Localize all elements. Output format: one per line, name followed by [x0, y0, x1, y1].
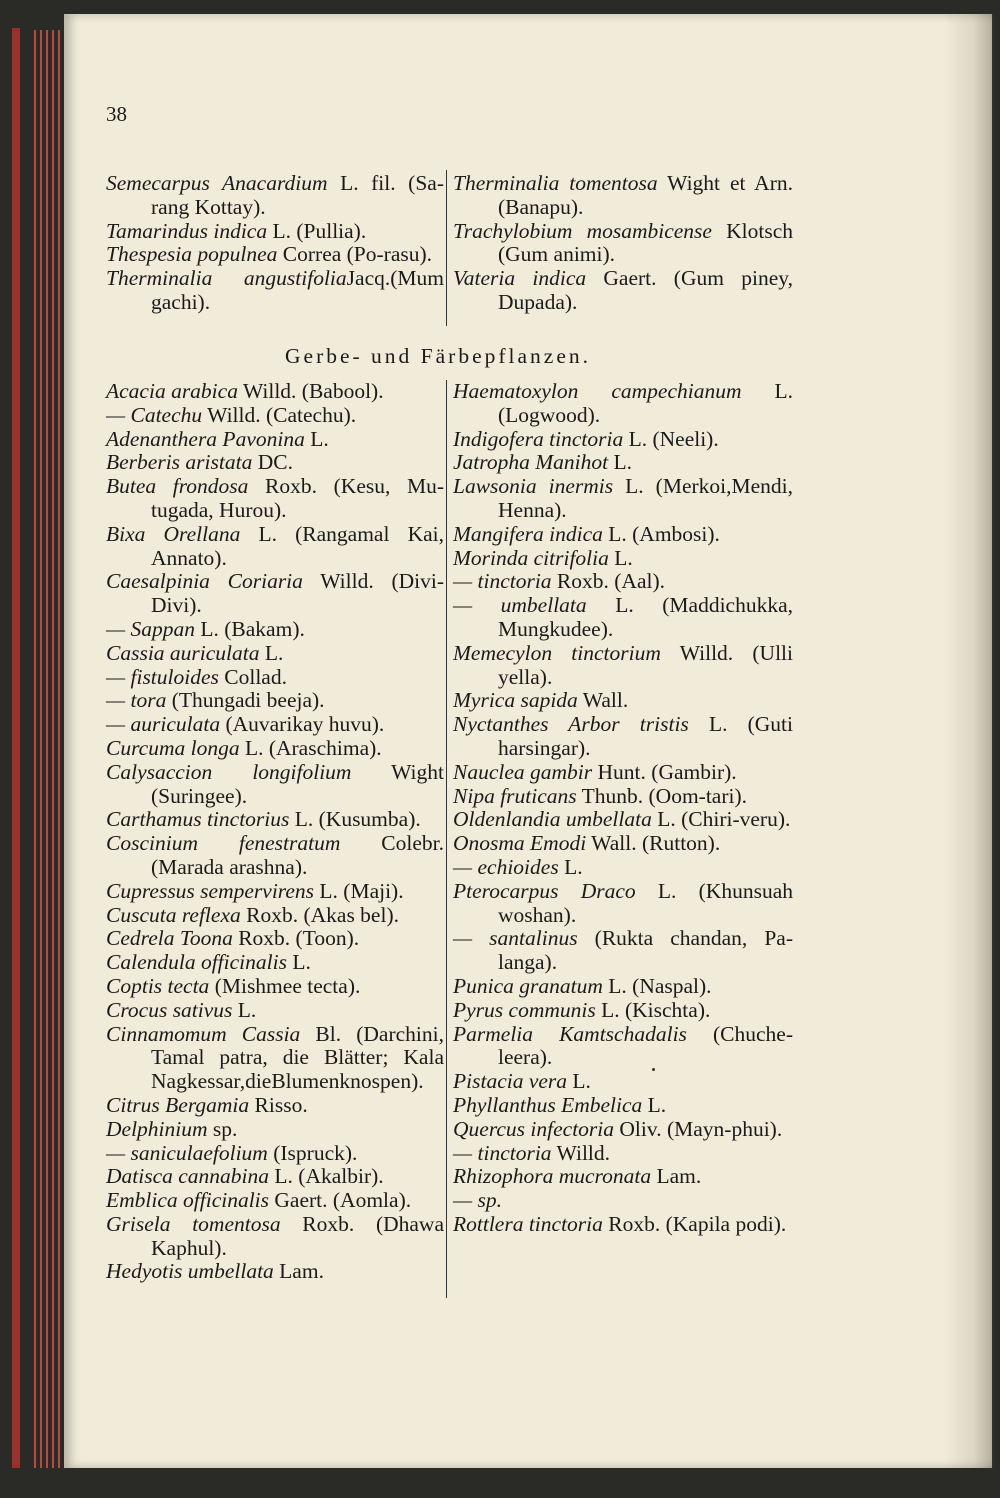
plant-details: L. (Neeli). [623, 426, 719, 451]
plant-name: — fistuloides [106, 664, 219, 689]
plant-details: Wall. [577, 688, 629, 713]
plant-details: L. [232, 997, 257, 1022]
plant-details: Roxb. (Toon). [232, 926, 360, 951]
plant-name: Lawsonia inermis [453, 474, 614, 499]
plant-name: Cassia auriculata [106, 640, 260, 665]
plant-entry [453, 451, 793, 475]
plant-entry [106, 475, 444, 523]
plant-details: Roxb. (Kesu, Mu-tugada, Hurou). [151, 474, 445, 522]
plant-details: Gaert. (Aomla). [269, 1188, 412, 1213]
plant-name: Quercus infectoria [453, 1116, 615, 1141]
plant-name: Bixa Orellana [106, 521, 241, 546]
plant-entry [106, 1189, 444, 1213]
plant-details: Oliv. (Mayn-phui). [614, 1116, 783, 1141]
page-edge [40, 30, 42, 1468]
plant-entry [453, 547, 793, 571]
plant-entry [106, 1023, 444, 1094]
plant-name: Calysaccion longifolium [106, 759, 352, 784]
plant-entry [453, 1165, 793, 1189]
plant-entry [106, 880, 444, 904]
plant-entry [106, 243, 444, 267]
plant-name: — saniculaefolium [106, 1140, 268, 1165]
plant-name: Cuscuta reflexa [106, 902, 241, 927]
plant-entry [453, 642, 793, 690]
plant-details: Gaert. (Gum piney, Dupada). [498, 266, 793, 314]
plant-details: L. [642, 1092, 667, 1117]
plant-name: Carthamus tinctorius [106, 807, 290, 832]
plant-entry [106, 951, 444, 975]
page-edge [46, 30, 48, 1468]
plant-details: L. (Guti harsingar). [498, 712, 793, 760]
plant-entry [453, 761, 793, 785]
plant-name: Trachylobium mosambicense [453, 218, 712, 243]
plant-details: Willd. (Ulli yella). [498, 640, 793, 689]
plant-name: Punica granatum [453, 973, 603, 998]
plant-entry [106, 808, 444, 832]
plant-name: Grisela tomentosa [106, 1211, 281, 1236]
top-left-column [106, 172, 444, 315]
plant-entry [453, 999, 793, 1023]
plant-name: Calendula officinalis [106, 950, 287, 975]
plant-name: Vateria indica [453, 266, 587, 291]
plant-details: Wall. (Rutton). [586, 831, 721, 856]
plant-name: — tinctoria [453, 1140, 552, 1165]
plant-details: L. [259, 640, 284, 665]
plant-details: L. (Maddichukka, Mungkudee). [498, 593, 794, 641]
page-edge [58, 30, 60, 1468]
plant-name: — tinctoria [453, 569, 552, 594]
plant-entry [106, 642, 444, 666]
plant-details: L. (Chiri-veru). [651, 807, 791, 832]
plant-name: Therminalia tomentosa [453, 171, 658, 195]
plant-entry [453, 1070, 793, 1094]
plant-entry [106, 904, 444, 928]
plant-entry [453, 220, 793, 268]
plant-entry [453, 475, 793, 523]
plant-entry [453, 594, 793, 642]
plant-entry [106, 1118, 444, 1142]
plant-details: DC. [252, 450, 293, 475]
main-left-column [106, 380, 444, 1284]
plant-entry [106, 267, 444, 315]
plant-name: Cinnamomum Cassia [106, 1021, 301, 1046]
plant-details: (Chuche-leera). [498, 1021, 793, 1070]
plant-name: Haematoxylon campechianum [453, 379, 742, 403]
plant-name: Emblica officinalis [106, 1188, 270, 1213]
plant-entry [106, 570, 444, 618]
plant-name: Semecarpus Anacardium [106, 171, 328, 195]
plant-name: Thespesia populnea [106, 242, 278, 267]
plant-entry [106, 404, 444, 428]
plant-name: Coscinium fenestratum [106, 831, 341, 856]
column-divider [446, 170, 447, 326]
plant-details: Hunt. (Gambir). [592, 759, 737, 784]
plant-entry [453, 975, 793, 999]
plant-name: — auriculata [106, 712, 221, 737]
section-heading: Gerbe- und Färbepflanzen. [285, 344, 592, 368]
plant-name: Memecylon tinctorium [453, 640, 661, 665]
plant-entry [106, 1165, 444, 1189]
plant-details: (Auvarikay huvu). [220, 712, 385, 737]
plant-details: Correa (Po-rasu). [277, 242, 433, 267]
page-spine-shadow [944, 14, 994, 1468]
plant-name: Nyctanthes Arbor tristis [453, 712, 689, 737]
plant-details: Willd. (Babool). [237, 379, 384, 403]
plant-entry [453, 1023, 793, 1071]
plant-name: — Sappan [106, 616, 195, 641]
plant-name: Oldenlandia umbellata [453, 807, 652, 832]
plant-name: Cedrela Toona [106, 926, 233, 951]
plant-entry [106, 1260, 444, 1284]
plant-details: Wight et Arn. (Banapu). [498, 171, 793, 219]
plant-entry [106, 713, 444, 737]
plant-name: Pistacia vera [453, 1069, 568, 1094]
plant-details: L. (Pullia). [267, 218, 367, 243]
top-right-column [453, 172, 793, 315]
plant-entry [106, 761, 444, 809]
plant-details: L. (Ambosi). [602, 521, 720, 546]
plant-details: L. (Kusumba). [289, 807, 421, 832]
plant-details: L. (Khunsuah woshan). [498, 878, 793, 927]
plant-details: L. [286, 950, 311, 975]
plant-entry [453, 1094, 793, 1118]
plant-details: L. fil. (Sa-rang Kottay). [151, 171, 444, 219]
plant-details: Lam. [651, 1164, 702, 1189]
plant-name: Rhizophora mucronata [453, 1164, 652, 1189]
cover-binding [12, 28, 20, 1468]
plant-name: — echioides [453, 854, 559, 879]
plant-details: L. (Akalbir). [269, 1164, 384, 1189]
plant-details: Roxb. (Aal). [551, 569, 665, 594]
plant-name: Coptis tecta [106, 973, 210, 998]
plant-entry [106, 975, 444, 999]
plant-entry [453, 523, 793, 547]
plant-details: Colebr. (Marada arashna). [151, 831, 444, 879]
plant-details: Klotsch (Gum animi). [498, 218, 793, 267]
plant-name: Nauclea gambir [453, 759, 593, 784]
plant-name: — umbellata [453, 593, 587, 618]
plant-name: Nipa fruticans [453, 783, 577, 808]
plant-details: L. [608, 450, 632, 475]
plant-entry [106, 451, 444, 475]
plant-details: Jacq.(Mum gachi). [151, 266, 444, 314]
plant-name: Phyllanthus Embelica [453, 1092, 643, 1117]
plant-entry [453, 927, 793, 975]
plant-details: L. [558, 854, 583, 879]
plant-details: (Thungadi beeja). [166, 688, 325, 713]
plant-entry [453, 880, 793, 928]
plant-entry [453, 1189, 793, 1213]
plant-entry [106, 1142, 444, 1166]
plant-name: — sp. [453, 1188, 502, 1213]
plant-entry [106, 172, 444, 220]
plant-details: L. [304, 426, 329, 451]
plant-entry [453, 380, 793, 428]
plant-entry [106, 428, 444, 452]
plant-details: L. (Araschima). [239, 735, 382, 760]
plant-name: Indigofera tinctoria [453, 426, 624, 451]
plant-entry [453, 570, 793, 594]
plant-name: Citrus Bergamia [106, 1092, 250, 1117]
plant-details: Willd. [551, 1140, 611, 1165]
plant-name: Adenanthera Pavonina [106, 426, 305, 451]
page-number: 38 [106, 102, 127, 126]
plant-details: Willd. (Catechu). [202, 402, 357, 427]
page-edge [34, 30, 36, 1468]
plant-name: Hedyotis umbellata [106, 1259, 274, 1284]
plant-details: L. (Naspal). [602, 973, 712, 998]
plant-entry [453, 1213, 793, 1237]
plant-entry [106, 220, 444, 244]
plant-name: Myrica sapida [453, 688, 578, 713]
plant-details: L. (Logwood). [498, 379, 793, 427]
plant-name: Acacia arabica [106, 379, 238, 403]
plant-details: (Mishmee tecta). [209, 973, 361, 998]
plant-details: L. (Rangamal Kai, Annato). [151, 521, 444, 570]
plant-details: Lam. [273, 1259, 324, 1284]
plant-name: — Catechu [106, 402, 203, 427]
plant-details: Bl. (Darchini, Tamal patra, die Blätter; Kala Nagkessar,dieBlumenknospen). [151, 1021, 444, 1094]
plant-entry [106, 618, 444, 642]
plant-entry [453, 1118, 793, 1142]
plant-name: Caesalpinia Coriaria [106, 569, 303, 594]
plant-entry [453, 832, 793, 856]
page-edge [52, 30, 54, 1468]
plant-details: L. (Kischta). [595, 997, 711, 1022]
plant-details: L. (Merkoi,Mendi, Henna). [498, 474, 794, 522]
plant-name: Pyrus communis [453, 997, 596, 1022]
plant-details: L. (Bakam). [195, 616, 305, 641]
plant-details: Wight (Suringee). [151, 759, 444, 808]
plant-entry [453, 1142, 793, 1166]
plant-entry [453, 267, 793, 315]
plant-name: Pterocarpus Draco [453, 878, 636, 903]
plant-entry [106, 999, 444, 1023]
column-divider [446, 380, 447, 1298]
plant-name: Parmelia Kamtschadalis [453, 1021, 687, 1046]
plant-entry [453, 172, 793, 220]
plant-name: Rottlera tinctoria [453, 1211, 603, 1236]
plant-details: Roxb. (Kapila podi). [602, 1211, 787, 1236]
plant-entry [453, 428, 793, 452]
plant-entry [106, 927, 444, 951]
plant-details: (Rukta chandan, Pa-langa). [498, 926, 793, 975]
plant-details: sp. [207, 1116, 238, 1141]
plant-details: Roxb. (Akas bel). [240, 902, 399, 927]
plant-entry [453, 856, 793, 880]
plant-name: Berberis aristata [106, 450, 253, 475]
plant-details: Thunb. (Oom-tari). [576, 783, 748, 808]
plant-name: Datisca cannabina [106, 1164, 270, 1189]
plant-name: Curcuma longa [106, 735, 240, 760]
plant-details: Risso. [249, 1092, 308, 1117]
plant-entry [106, 737, 444, 761]
plant-name: Morinda citrifolia [453, 545, 609, 570]
plant-entry [106, 832, 444, 880]
plant-entry [453, 785, 793, 809]
main-right-column [453, 380, 793, 1237]
plant-details: (Ispruck). [267, 1140, 358, 1165]
plant-name: Jatropha Manihot [453, 450, 609, 475]
plant-name: Cupressus sempervirens [106, 878, 315, 903]
plant-entry [106, 666, 444, 690]
plant-details: Roxb. (Dhawa Kaphul). [151, 1211, 445, 1260]
plant-entry [453, 689, 793, 713]
plant-entry [106, 380, 444, 404]
plant-details: L. [608, 545, 633, 570]
plant-entry [106, 689, 444, 713]
plant-entry [106, 1213, 444, 1261]
plant-name: Mangifera indica [453, 521, 603, 546]
plant-name: Butea frondosa [106, 474, 249, 499]
plant-entry [106, 1094, 444, 1118]
plant-name: Onosma Emodi [453, 831, 587, 856]
plant-name: Therminalia angustifolia [106, 266, 347, 291]
plant-name: Crocus sativus [106, 997, 233, 1022]
plant-entry [453, 713, 793, 761]
plant-name: — tora [106, 688, 167, 713]
plant-entry [453, 808, 793, 832]
plant-details: Collad. [218, 664, 287, 689]
plant-name: Tamarindus indica [106, 218, 268, 243]
plant-details: L. (Maji). [314, 878, 404, 903]
plant-details: Willd. (Divi-Divi). [151, 569, 444, 618]
plant-name: Delphinium [106, 1116, 208, 1141]
print-speck [652, 1068, 655, 1071]
plant-name: — santalinus [453, 926, 578, 951]
plant-entry [106, 523, 444, 571]
plant-details: L. [567, 1069, 591, 1094]
